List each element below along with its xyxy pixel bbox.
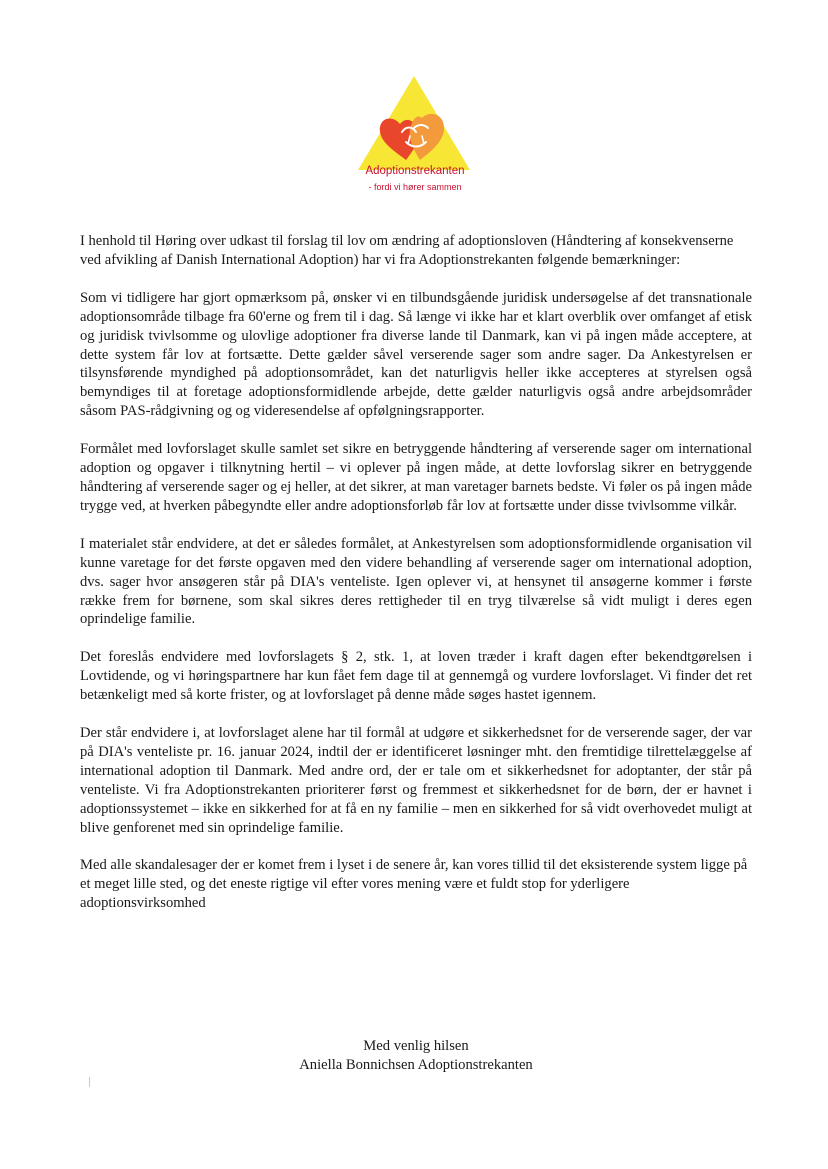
logo-title: Adoptionstrekanten <box>365 165 465 177</box>
paragraph: I materialet står endvidere, at det er således formålet, at Ankestyrelsen som adoptionsformidlende organisation vil kunne varetage for det første opgaven med den videre behandling af verserende sager om international adoption, dvs. sager hvor ansøgeren står på DIA's venteliste. Igen oplever vi, at hensynet til ansøgerne kommer i første række frem for børnene, som skal sikres deres rettigheder til en tryg tilværelse så vidt muligt i deres egen oprindelige familie. <box>80 535 752 628</box>
signature-block <box>80 1037 752 1075</box>
scan-mark <box>89 1077 90 1087</box>
paragraph: Som vi tidligere har gjort opmærksom på, ønsker vi en tilbundsgående juridisk undersøgelse af det transnationale adoptionsområde tilbage fra 60'erne og frem til i dag. Så længe vi ikke har et klart overblik over omfanget af etisk og juridisk tvivlsomme og ulovlige adoptioner fra diverse lande til Danmark, kan vi på ingen måde acceptere, at dette system får lov at fortsætte. Dette gælder såvel verserende sager som andre sager. Da Ankestyrelsen er tilsynsførende myndighed på adoptionsområdet, kan det naturligvis heller ikke accepteres at styrelsen også bemyndiges til at foretage adoptionsformidlende arbejde, dette gælder naturligvis også andre arbejdsområder såsom PAS-rådgivning og og videresendelse af opfølgningsrapporter. <box>80 289 752 420</box>
letter-body <box>80 232 752 932</box>
paragraph: Det foreslås endvidere med lovforslagets § 2, stk. 1, at loven træder i kraft dagen efter bekendtgørelsen i Lovtidende, og vi høringspartnere har kun fået fem dage til at gennemgå og vurdere lovforslaget. Vi finder det ret betænkeligt med så korte frister, og at lovforslaget på denne måde søges hastet igennem. <box>80 649 752 704</box>
signature-closing: Med venlig hilsen <box>363 1038 469 1054</box>
paragraph-intro: I henhold til Høring over udkast til forslag til lov om ændring af adoptionsloven (Håndtering af konsekvenserne ved afvikling af Danish International Adoption) har vi fra Adoptionstrekanten følgende bemærkninger: <box>80 233 734 268</box>
paragraph: Med alle skandalesager der er komet frem i lyset i de senere år, kan vores tillid til det eksisterende system ligge på et meget lille sted, og det eneste rigtige vil efter vores mening være et fuldt stop for yderligere adoptionsvirksomhed <box>80 857 748 912</box>
signature-name: Aniella Bonnichsen Adoptionstrekanten <box>299 1056 533 1073</box>
paragraph: Der står endvidere i, at lovforslaget alene har til formål at udgøre et sikkerhedsnet for de verserende sager, der var på DIA's venteliste pr. 16. januar 2024, indtil der er identificeret løsninger mht. den fremtidige tilrettelæggelse af international adoption til Danmark. Med andre ord, der er tale om et sikkerhedsnet for adoptanter, der står på venteliste. Vi fra Adoptionstrekanten prioriterer først og fremmest et sikkerhedsnet for de børn, der er havnet i adoptionssystemet – ikke en sikkerhed for at få en ny familie – men en sikkerhed for så vidt overhovedet muligt at blive genforenet med sin oprindelige familie. <box>80 725 752 836</box>
logo-tagline: - fordi vi hører sammen <box>368 182 462 192</box>
paragraph: Formålet med lovforslaget skulle samlet set sikre en betryggende håndtering af verserende sager om international adoption og opgaver i tilknytning hertil – vi oplever på ingen måde, at dette lovforslag sikrer en betryggende håndtering af verserende sager og ej heller, at det sikrer, at man varetager barnets bedste. Vi føler os på ingen måde trygge ved, at hverken påbegyndte eller andre adoptionsforløb får lov at fortsætte under disse tvivlsomme vilkår. <box>80 441 752 514</box>
